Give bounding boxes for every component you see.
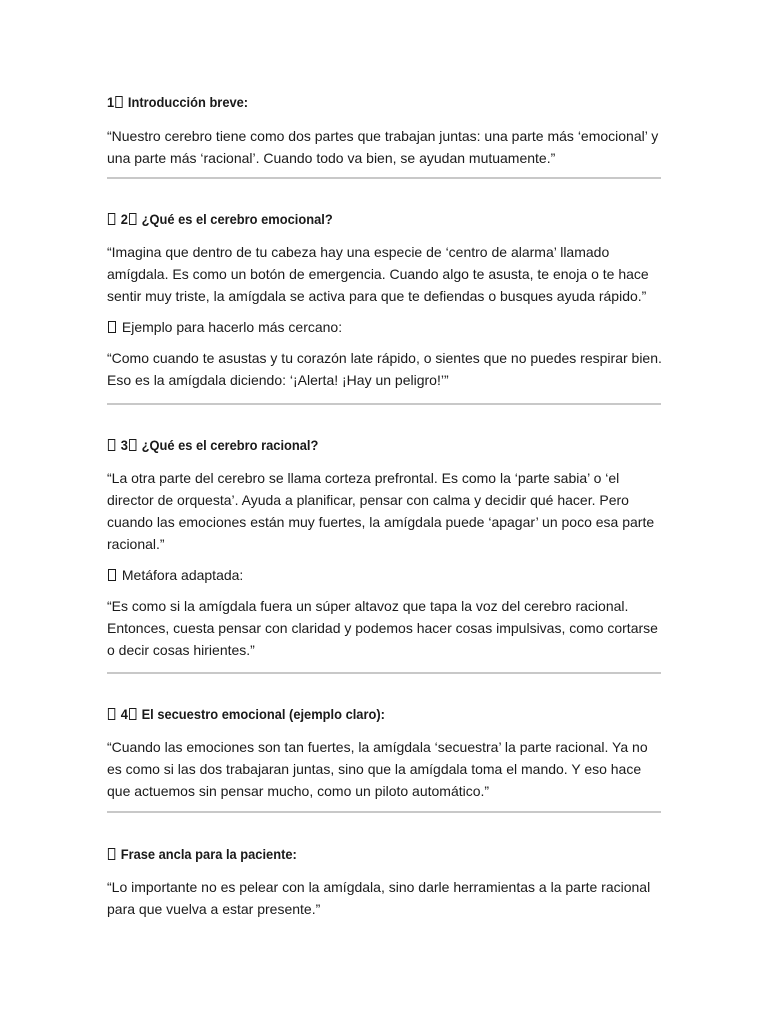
section-1-heading [107,92,619,112]
section-3-number: 3 [120,437,128,453]
missing-glyph-icon [108,439,115,451]
missing-glyph-icon [129,213,136,225]
section-3-subparagraph: “Es como si la amígdala fuera un súper altavoz que tapa la voz del cerebro racional. Entonces, cuesta pensar con claridad y podemos hacer cosas impulsivas, como cortarse o decir cosas hirientes.” [107,598,658,658]
divider-2 [107,403,661,405]
section-2-subparagraph: “Como cuando te asustas y tu corazón late rápido, o sientes que no puedes respirar bien. Eso es la amígdala diciendo: ‘¡Alerta! ¡Hay un peligro!’” [107,350,662,388]
section-3 [107,435,663,661]
section-2-number: 2 [120,211,128,227]
section-3-subheading-text: Metáfora adaptada: [121,567,244,583]
divider-4 [107,811,661,813]
section-3-heading [107,435,619,455]
missing-glyph-icon [108,848,115,860]
section-4-number: 4 [120,706,128,722]
section-1-heading-text: Introducción breve: [127,94,249,110]
section-3-heading-text: ¿Qué es el cerebro racional? [141,437,319,453]
section-4-heading [107,704,619,724]
section-2-subheading-text: Ejemplo para hacerlo más cercano: [121,319,343,335]
anchor-phrase-paragraph: “Lo importante no es pelear con la amígdala, sino darle herramientas a la parte racional para que vuelva a estar presente.” [107,879,651,917]
section-2-paragraph: “Imagina que dentro de tu cabeza hay una especie de ‘centro de alarma’ llamado amígdala. Es como un botón de emergencia. Cuando algo te asusta, te enoja o te hace sentir muy triste, la amígdala se activa para que te defiendas o busques ayuda rápido.” [107,244,649,304]
section-anchor-phrase [107,844,663,920]
section-1 [107,92,663,169]
missing-glyph-icon [108,569,116,581]
section-2 [107,209,663,391]
section-3-subheading [107,564,663,586]
section-2-heading-text: ¿Qué es el cerebro emocional? [141,211,333,227]
anchor-phrase-heading [107,844,619,864]
section-3-paragraph: “La otra parte del cerebro se llama corteza prefrontal. Es como la ‘parte sabia’ o ‘el director de orquesta’. Ayuda a planificar, pensar con calma y decidir qué hacer. Pero cuando las emociones están muy fuertes, la amígdala puede ‘apagar’ un poco esa parte racional.” [107,470,655,552]
section-2-heading [107,209,619,229]
missing-glyph-icon [108,708,115,720]
missing-glyph-icon [129,439,136,451]
missing-glyph-icon [108,321,116,333]
section-4-heading-text: El secuestro emocional (ejemplo claro): [141,706,385,722]
section-4 [107,704,663,802]
divider-1 [107,177,661,179]
anchor-phrase-heading-text: Frase ancla para la paciente: [120,846,297,862]
section-1-paragraph: “Nuestro cerebro tiene como dos partes que trabajan juntas: una parte más ‘emocional’ y una parte más ‘racional’. Cuando todo va bien, se ayudan mutuamente.” [107,128,659,166]
divider-3 [107,672,661,674]
section-1-number: 1 [107,94,115,110]
missing-glyph-icon [108,213,115,225]
section-2-subheading [107,316,663,338]
missing-glyph-icon [129,708,136,720]
section-4-paragraph: “Cuando las emociones son tan fuertes, la amígdala ‘secuestra’ la parte racional. Ya no es como si las dos trabajaran juntas, sino que la amígdala toma el mando. Y eso hace que actuemos sin pensar mucho, como un piloto automático.” [107,739,648,799]
missing-glyph-icon [115,96,122,108]
